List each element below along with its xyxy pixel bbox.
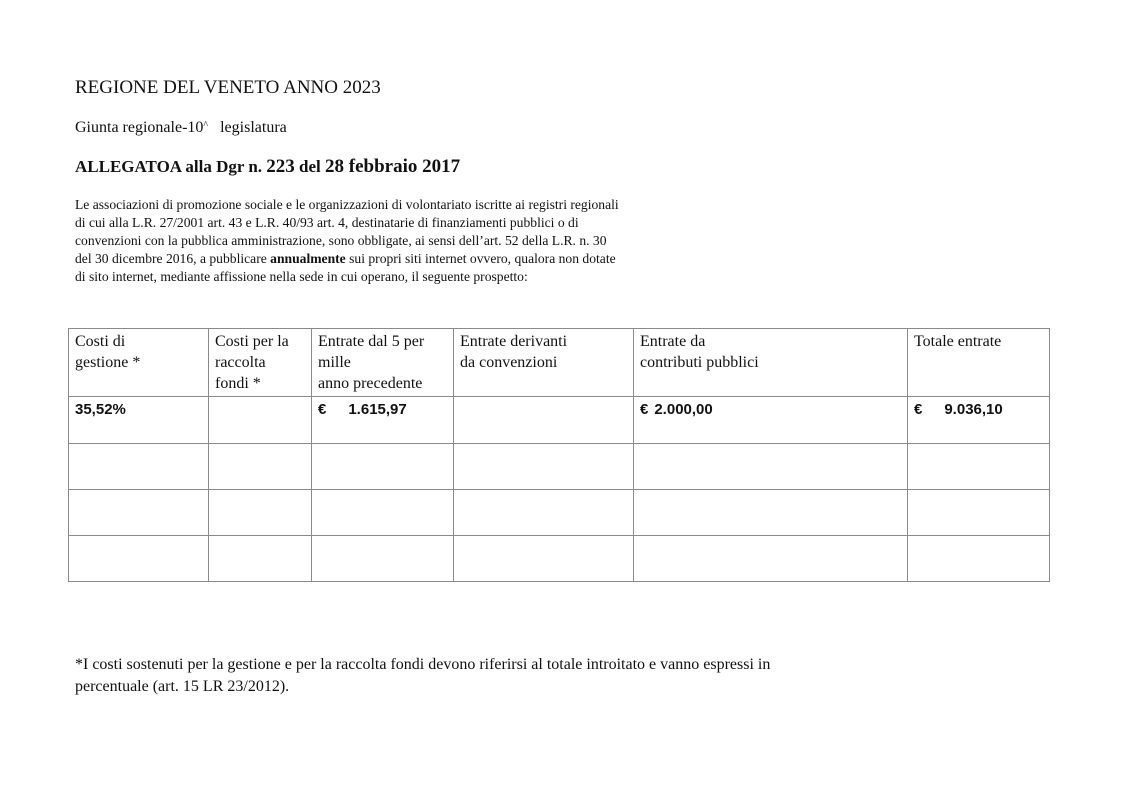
- document-title: REGIONE DEL VENETO ANNO 2023: [75, 77, 381, 98]
- table-row: [69, 536, 1050, 582]
- subtitle-superscript: ^: [203, 120, 209, 131]
- empty-cell: [908, 536, 1050, 582]
- footnote-line: *I costi sostenuti per la gestione e per la raccolta fondi devono riferirsi al totale introitato e vanno espressi in: [75, 656, 771, 673]
- header-line: Costi per la: [215, 333, 289, 350]
- allegato-number: 223: [266, 156, 295, 177]
- cell-cinque-per-mille: [312, 397, 454, 444]
- header-cinque-per-mille: [312, 329, 454, 397]
- currency-symbol: €: [914, 401, 923, 418]
- allegato-prefix: ALLEGATOA alla Dgr n.: [75, 157, 263, 176]
- footnote-line: percentuale (art. 15 LR 23/2012).: [75, 678, 290, 695]
- empty-cell: [69, 444, 209, 490]
- header-line: fondi *: [215, 375, 261, 392]
- currency-symbol: €: [640, 401, 649, 418]
- allegato-date: 28 febbraio 2017: [325, 156, 461, 177]
- intro-text: del 30 dicembre 2016, a pubblicare: [75, 251, 267, 266]
- empty-cell: [312, 536, 454, 582]
- currency-symbol: €: [318, 401, 327, 418]
- cell-totale-entrate: [908, 397, 1050, 444]
- table-header-row: [69, 329, 1050, 397]
- empty-cell: [209, 490, 312, 536]
- intro-line: convenzioni con la pubblica amministrazione, sono obbligate, ai sensi dell’art. 52 della L.R. n. 30: [75, 233, 607, 248]
- intro-paragraph: [75, 196, 735, 286]
- header-line: Entrate da: [640, 333, 706, 350]
- cinque-per-mille-value: 1.615,97: [348, 401, 407, 418]
- header-line: Entrate derivanti: [460, 333, 568, 350]
- header-contributi-pubblici: [634, 329, 908, 397]
- intro-line: di sito internet, mediante affissione nella sede in cui operano, il seguente prospetto:: [75, 269, 528, 284]
- header-totale-entrate: [908, 329, 1050, 397]
- contributi-value: 2.000,00: [654, 401, 713, 418]
- empty-cell: [209, 536, 312, 582]
- empty-cell: [454, 444, 634, 490]
- totale-value: 9.036,10: [944, 401, 1003, 418]
- empty-cell: [634, 444, 908, 490]
- cell-costi-gestione: 35,52%: [69, 397, 209, 444]
- cell-convenzioni: [454, 397, 634, 444]
- header-line: Entrate dal 5 per: [318, 333, 425, 350]
- table-row: [69, 444, 1050, 490]
- cell-costi-raccolta: [209, 397, 312, 444]
- intro-line: Le associazioni di promozione sociale e le organizzazioni di volontariato iscritte ai registri regionali: [75, 197, 619, 212]
- table-row: [69, 490, 1050, 536]
- header-line: Totale entrate: [914, 333, 1002, 350]
- header-line: gestione *: [75, 354, 141, 371]
- empty-cell: [634, 536, 908, 582]
- empty-cell: [209, 444, 312, 490]
- footnote: [75, 654, 975, 698]
- header-line: raccolta: [215, 354, 266, 371]
- subtitle-suffix: legislatura: [220, 119, 287, 136]
- header-convenzioni: [454, 329, 634, 397]
- intro-bold-text: annualmente: [270, 251, 346, 266]
- empty-cell: [454, 490, 634, 536]
- cell-contributi-pubblici: [634, 397, 908, 444]
- empty-cell: [312, 444, 454, 490]
- subtitle-prefix: Giunta regionale-10: [75, 119, 204, 136]
- header-costi-raccolta: [209, 329, 312, 397]
- intro-text: sui propri siti internet ovvero, qualora non dotate: [349, 251, 616, 266]
- header-line: anno precedente: [318, 375, 423, 392]
- prospetto-table: [68, 328, 1050, 582]
- empty-cell: [908, 490, 1050, 536]
- header-line: Costi di: [75, 333, 126, 350]
- empty-cell: [634, 490, 908, 536]
- subtitle: [75, 119, 287, 137]
- intro-line: [75, 250, 735, 268]
- empty-cell: [69, 490, 209, 536]
- header-line: mille: [318, 354, 351, 371]
- header-line: contributi pubblici: [640, 354, 759, 371]
- allegato-heading: [75, 156, 460, 178]
- header-costi-gestione: [69, 329, 209, 397]
- allegato-mid: del: [299, 157, 321, 176]
- empty-cell: [454, 536, 634, 582]
- empty-cell: [908, 444, 1050, 490]
- intro-line: di cui alla L.R. 27/2001 art. 43 e L.R. 40/93 art. 4, destinatarie di finanziamenti pubblici o di: [75, 215, 579, 230]
- header-line: da convenzioni: [460, 354, 558, 371]
- table-row: [69, 397, 1050, 444]
- empty-cell: [69, 536, 209, 582]
- empty-cell: [312, 490, 454, 536]
